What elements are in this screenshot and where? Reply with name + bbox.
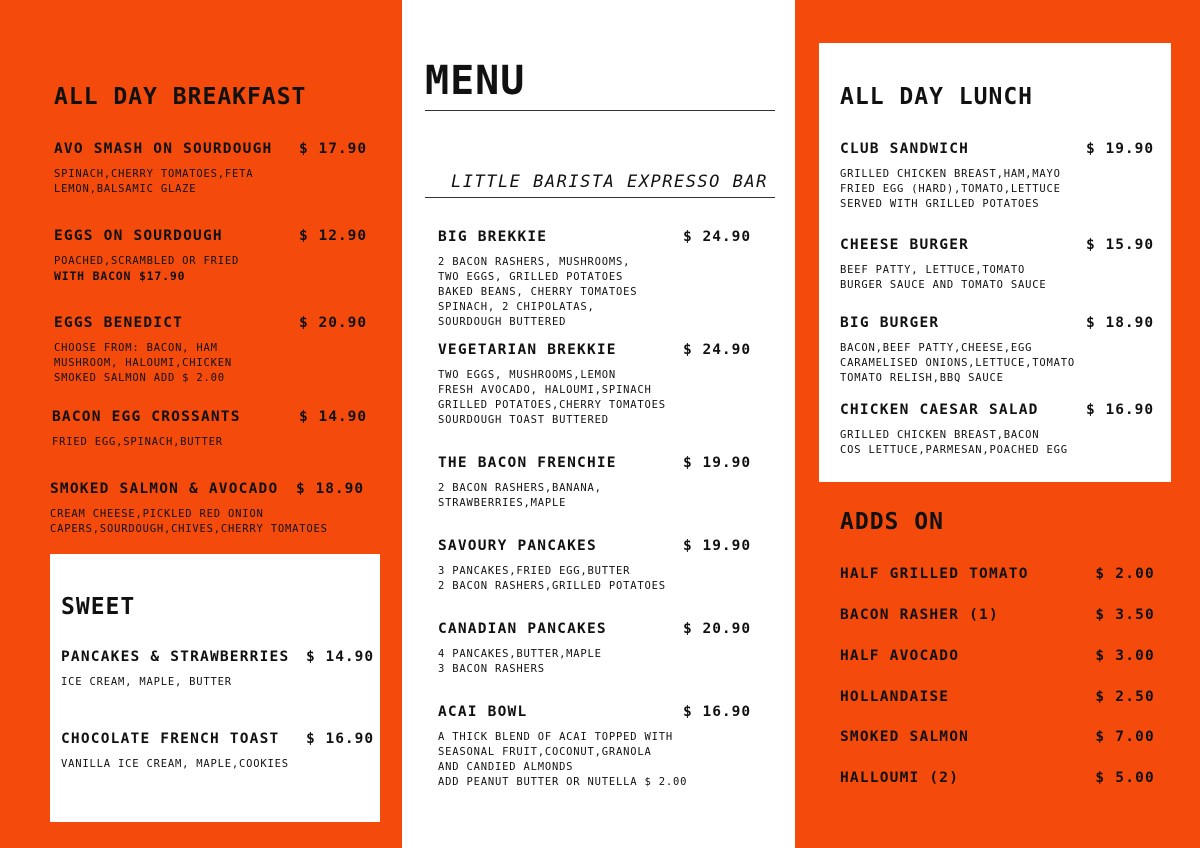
desc-line: 2 BACON RASHERS, MUSHROOMS,: [438, 256, 631, 268]
item-description: [840, 167, 1155, 212]
item-price: $ 16.90: [1086, 402, 1155, 418]
desc-line: BURGER SAUCE AND TOMATO SAUCE: [840, 279, 1047, 291]
desc-line: STRAWBERRIES,MAPLE: [438, 497, 567, 509]
add-on-name: SMOKED SALMON: [840, 729, 970, 745]
menu-item: [438, 342, 753, 428]
add-on-row: [840, 607, 1155, 623]
item-name: AVO SMASH ON SOURDOUGH: [54, 141, 273, 157]
desc-line: ICE CREAM, MAPLE, BUTTER: [61, 676, 232, 688]
item-price: $ 24.90: [683, 342, 752, 358]
desc-line: ADD PEANUT BUTTER OR NUTELLA $ 2.00: [438, 776, 688, 788]
add-on-name: HALLOUMI (2): [840, 770, 960, 786]
desc-line: LEMON,BALSAMIC GLAZE: [54, 183, 197, 195]
desc-line: CREAM CHEESE,PICKLED RED ONION: [50, 508, 264, 520]
desc-line: SEASONAL FRUIT,COCONUT,GRANOLA: [438, 746, 652, 758]
item-description: [438, 730, 753, 790]
desc-line: FRIED EGG (HARD),TOMATO,LETTUCE: [840, 183, 1061, 195]
menu-title: MENU: [425, 58, 526, 104]
desc-line: SOURDOUGH TOAST BUTTERED: [438, 414, 609, 426]
menu-item: [61, 731, 373, 772]
desc-line: MUSHROOM, HALOUMI,CHICKEN: [54, 357, 233, 369]
item-name: SAVOURY PANCAKES: [438, 538, 597, 554]
divider: [425, 110, 775, 111]
add-on-price: $ 7.00: [1095, 729, 1155, 745]
menu-item: [438, 621, 753, 677]
item-price: $ 18.90: [1086, 315, 1155, 331]
desc-line: CHOOSE FROM: BACON, HAM: [54, 342, 218, 354]
menu-item: [438, 229, 753, 330]
desc-line: BACON,BEEF PATTY,CHEESE,EGG: [840, 342, 1033, 354]
add-on-row: [840, 729, 1155, 745]
desc-line: SERVED WITH GRILLED POTATOES: [840, 198, 1040, 210]
item-name: CHICKEN CAESAR SALAD: [840, 402, 1039, 418]
item-description: [438, 481, 753, 511]
desc-line: SPINACH,CHERRY TOMATOES,FETA: [54, 168, 254, 180]
divider: [425, 197, 775, 198]
item-price: $ 18.90: [296, 481, 365, 497]
item-name: BIG BREKKIE: [438, 229, 548, 245]
lunch-panel: [795, 0, 1200, 848]
item-price: $ 14.90: [299, 409, 368, 425]
item-description: [54, 167, 366, 197]
menu-item: [61, 649, 373, 690]
desc-line: 3 PANCAKES,FRIED EGG,BUTTER: [438, 565, 631, 577]
menu-item: [840, 402, 1155, 458]
add-on-name: BACON RASHER (1): [840, 607, 999, 623]
item-description: [438, 368, 753, 428]
desc-line: BAKED BEANS, CHERRY TOMATOES: [438, 286, 638, 298]
desc-line: POACHED,SCRAMBLED OR FRIED: [54, 255, 240, 267]
desc-line: GRILLED POTATOES,CHERRY TOMATOES: [438, 399, 666, 411]
item-price: $ 16.90: [683, 704, 752, 720]
item-description: [438, 647, 753, 677]
item-price: $ 19.90: [683, 538, 752, 554]
item-price: $ 19.90: [1086, 141, 1155, 157]
add-on-name: HALF AVOCADO: [840, 648, 960, 664]
desc-line: SPINACH, 2 CHIPOLATAS,: [438, 301, 595, 313]
menu-item: [438, 455, 753, 511]
item-description: [438, 564, 753, 594]
item-price: $ 16.90: [306, 731, 375, 747]
desc-line: 3 BACON RASHERS: [438, 663, 545, 675]
item-price: $ 19.90: [683, 455, 752, 471]
desc-line: TWO EGGS, MUSHROOMS,LEMON: [438, 369, 617, 381]
sweet-box: [50, 554, 380, 822]
desc-line: SMOKED SALMON ADD $ 2.00: [54, 372, 225, 384]
desc-line: BEEF PATTY, LETTUCE,TOMATO: [840, 264, 1026, 276]
desc-line: SOURDOUGH BUTTERED: [438, 316, 567, 328]
item-name: VEGETARIAN BREKKIE: [438, 342, 617, 358]
item-name: PANCAKES & STRAWBERRIES: [61, 649, 290, 665]
item-description: [50, 507, 366, 537]
add-on-row: [840, 566, 1155, 582]
add-on-price: $ 3.50: [1095, 607, 1155, 623]
add-on-price: $ 5.00: [1095, 770, 1155, 786]
menu-item: [54, 228, 366, 283]
adds-title: ADDS ON: [840, 509, 944, 535]
item-name: CANADIAN PANCAKES: [438, 621, 607, 637]
menu-item: [54, 141, 366, 197]
desc-line: FRESH AVOCADO, HALOUMI,SPINACH: [438, 384, 652, 396]
add-on-row: [840, 770, 1155, 786]
item-name: CHOCOLATE FRENCH TOAST: [61, 731, 280, 747]
item-description: [840, 428, 1155, 458]
item-description: [54, 254, 366, 269]
item-price: $ 14.90: [306, 649, 375, 665]
desc-line: TWO EGGS, GRILLED POTATOES: [438, 271, 624, 283]
desc-line: COS LETTUCE,PARMESAN,POACHED EGG: [840, 444, 1068, 456]
menu-item: [54, 315, 366, 386]
item-name: BACON EGG CROSSANTS: [52, 409, 241, 425]
lunch-title: ALL DAY LUNCH: [840, 84, 1034, 110]
item-name: ACAI BOWL: [438, 704, 528, 720]
item-name: EGGS BENEDICT: [54, 315, 184, 331]
desc-line: 4 PANCAKES,BUTTER,MAPLE: [438, 648, 602, 660]
item-description: [61, 675, 373, 690]
item-description: [61, 757, 373, 772]
item-name: SMOKED SALMON & AVOCADO: [50, 481, 279, 497]
add-on-price: $ 2.50: [1095, 689, 1155, 705]
desc-line: A THICK BLEND OF ACAI TOPPED WITH: [438, 731, 674, 743]
menu-item: [840, 237, 1155, 293]
item-extra: WITH BACON $17.90: [54, 269, 186, 283]
add-on-row: [840, 648, 1155, 664]
item-name: THE BACON FRENCHIE: [438, 455, 617, 471]
menu-item: [438, 538, 753, 594]
item-price: $ 20.90: [299, 315, 368, 331]
add-on-name: HOLLANDAISE: [840, 689, 950, 705]
desc-line: CARAMELISED ONIONS,LETTUCE,TOMATO: [840, 357, 1076, 369]
item-price: $ 20.90: [683, 621, 752, 637]
desc-line: VANILLA ICE CREAM, MAPLE,COOKIES: [61, 758, 289, 770]
menu-item: [840, 315, 1155, 386]
add-on-row: [840, 689, 1155, 705]
desc-line: GRILLED CHICKEN BREAST,HAM,MAYO: [840, 168, 1061, 180]
item-price: $ 24.90: [683, 229, 752, 245]
menu-panel: [402, 0, 795, 848]
item-description: [840, 263, 1155, 293]
lunch-box: [819, 43, 1171, 482]
breakfast-panel: [0, 0, 402, 848]
desc-line: TOMATO RELISH,BBQ SAUCE: [840, 372, 1004, 384]
item-name: BIG BURGER: [840, 315, 940, 331]
desc-line: 2 BACON RASHERS,BANANA,: [438, 482, 602, 494]
item-description: [52, 435, 366, 450]
item-description: [438, 255, 753, 330]
item-price: $ 15.90: [1086, 237, 1155, 253]
item-description: [54, 341, 366, 386]
sweet-title: SWEET: [61, 594, 136, 620]
menu-item: [52, 409, 366, 450]
menu-item: [438, 704, 753, 790]
desc-line: AND CANDIED ALMONDS: [438, 761, 574, 773]
desc-line: FRIED EGG,SPINACH,BUTTER: [52, 436, 223, 448]
add-on-price: $ 2.00: [1095, 566, 1155, 582]
desc-line: GRILLED CHICKEN BREAST,BACON: [840, 429, 1040, 441]
menu-item: [50, 481, 366, 537]
item-description: [840, 341, 1155, 386]
add-on-name: HALF GRILLED TOMATO: [840, 566, 1029, 582]
desc-line: CAPERS,SOURDOUGH,CHIVES,CHERRY TOMATOES: [50, 523, 328, 535]
item-price: $ 17.90: [299, 141, 368, 157]
item-name: EGGS ON SOURDOUGH: [54, 228, 223, 244]
item-name: CLUB SANDWICH: [840, 141, 970, 157]
add-on-price: $ 3.00: [1095, 648, 1155, 664]
item-price: $ 12.90: [299, 228, 368, 244]
item-name: CHEESE BURGER: [840, 237, 970, 253]
menu-item: [840, 141, 1155, 212]
breakfast-title: ALL DAY BREAKFAST: [54, 84, 307, 110]
menu-subtitle: LITTLE BARISTA EXPRESSO BAR: [451, 172, 768, 192]
desc-line: 2 BACON RASHERS,GRILLED POTATOES: [438, 580, 666, 592]
